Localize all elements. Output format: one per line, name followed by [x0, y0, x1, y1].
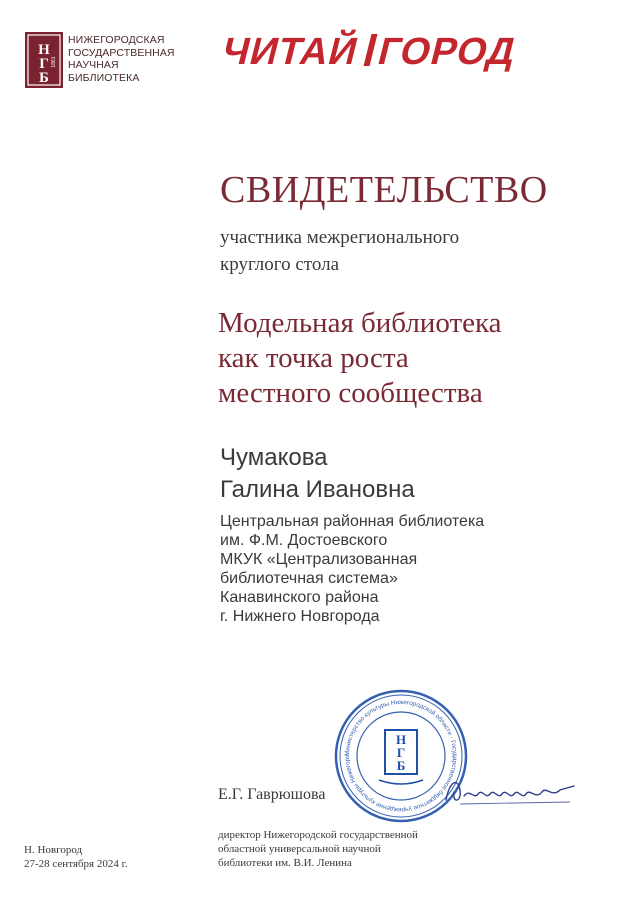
logo-line: ГОСУДАРСТВЕННАЯ — [68, 46, 175, 59]
place-and-date — [24, 843, 128, 871]
chitai-gorod-logo-icon — [215, 28, 521, 72]
signer-position-line: областной универсальной научной — [218, 843, 381, 855]
logo-line: НИЖЕГОРОДСКАЯ — [68, 34, 165, 46]
organization-line: Канавинского района — [220, 589, 379, 606]
svg-text:Б: Б — [396, 758, 406, 773]
event-title-line: Модельная библиотека — [218, 307, 502, 339]
library-logo-text — [68, 34, 175, 84]
organization-line: Центральная районная библиотека — [220, 513, 485, 530]
certificate-subtitle — [220, 224, 459, 278]
recipient-name — [220, 442, 415, 506]
logo-year: 1861 — [51, 56, 57, 68]
svg-text:ГОРОД: ГОРОД — [373, 30, 521, 72]
recipient-surname: Чумакова — [220, 444, 328, 471]
library-logo-icon — [25, 32, 63, 88]
organization-line: МКУК «Централизованная — [220, 551, 418, 568]
logo-line: НАУЧНАЯ — [68, 59, 119, 71]
svg-text:ЧИТАЙ: ЧИТАЙ — [217, 30, 363, 72]
event-title-line: местного сообщества — [218, 377, 483, 409]
subtitle-line: участника межрегионального — [220, 227, 460, 248]
svg-text:Н: Н — [38, 42, 50, 58]
signer-position — [218, 828, 418, 870]
organization-line: им. Ф.М. Достоевского — [220, 532, 388, 549]
svg-text:Г: Г — [39, 56, 49, 72]
event-dates: 27-28 сентября 2024 г. — [24, 858, 128, 870]
logo-line: БИБЛИОТЕКА — [68, 71, 140, 84]
signer-position-line: библиотеки им. В.И. Ленина — [218, 857, 352, 869]
svg-text:Б: Б — [39, 70, 49, 86]
svg-text:Г: Г — [396, 745, 406, 760]
certificate-title: СВИДЕТЕЛЬСТВО — [220, 169, 548, 211]
event-title — [218, 306, 502, 411]
subtitle-line: круглого стола — [220, 254, 340, 275]
signer-position-line: директор Нижегородской государственной — [218, 829, 418, 841]
organization-line: библиотечная система» — [220, 570, 398, 587]
event-title-line: как точка роста — [218, 342, 409, 374]
svg-text:Н: Н — [395, 732, 407, 747]
seal-ring-text: Министерство культуры Нижегородской области · Государственное бюджетное учреждение культуры Нижегоро — [343, 698, 459, 814]
recipient-given-names: Галина Ивановна — [220, 476, 415, 503]
place: Н. Новгород — [24, 844, 83, 856]
handwritten-signature-icon — [440, 770, 580, 814]
organization-line: г. Нижнего Новгорода — [220, 608, 380, 625]
signer-name: Е.Г. Гаврюшова — [218, 786, 326, 803]
recipient-organization — [220, 512, 484, 626]
